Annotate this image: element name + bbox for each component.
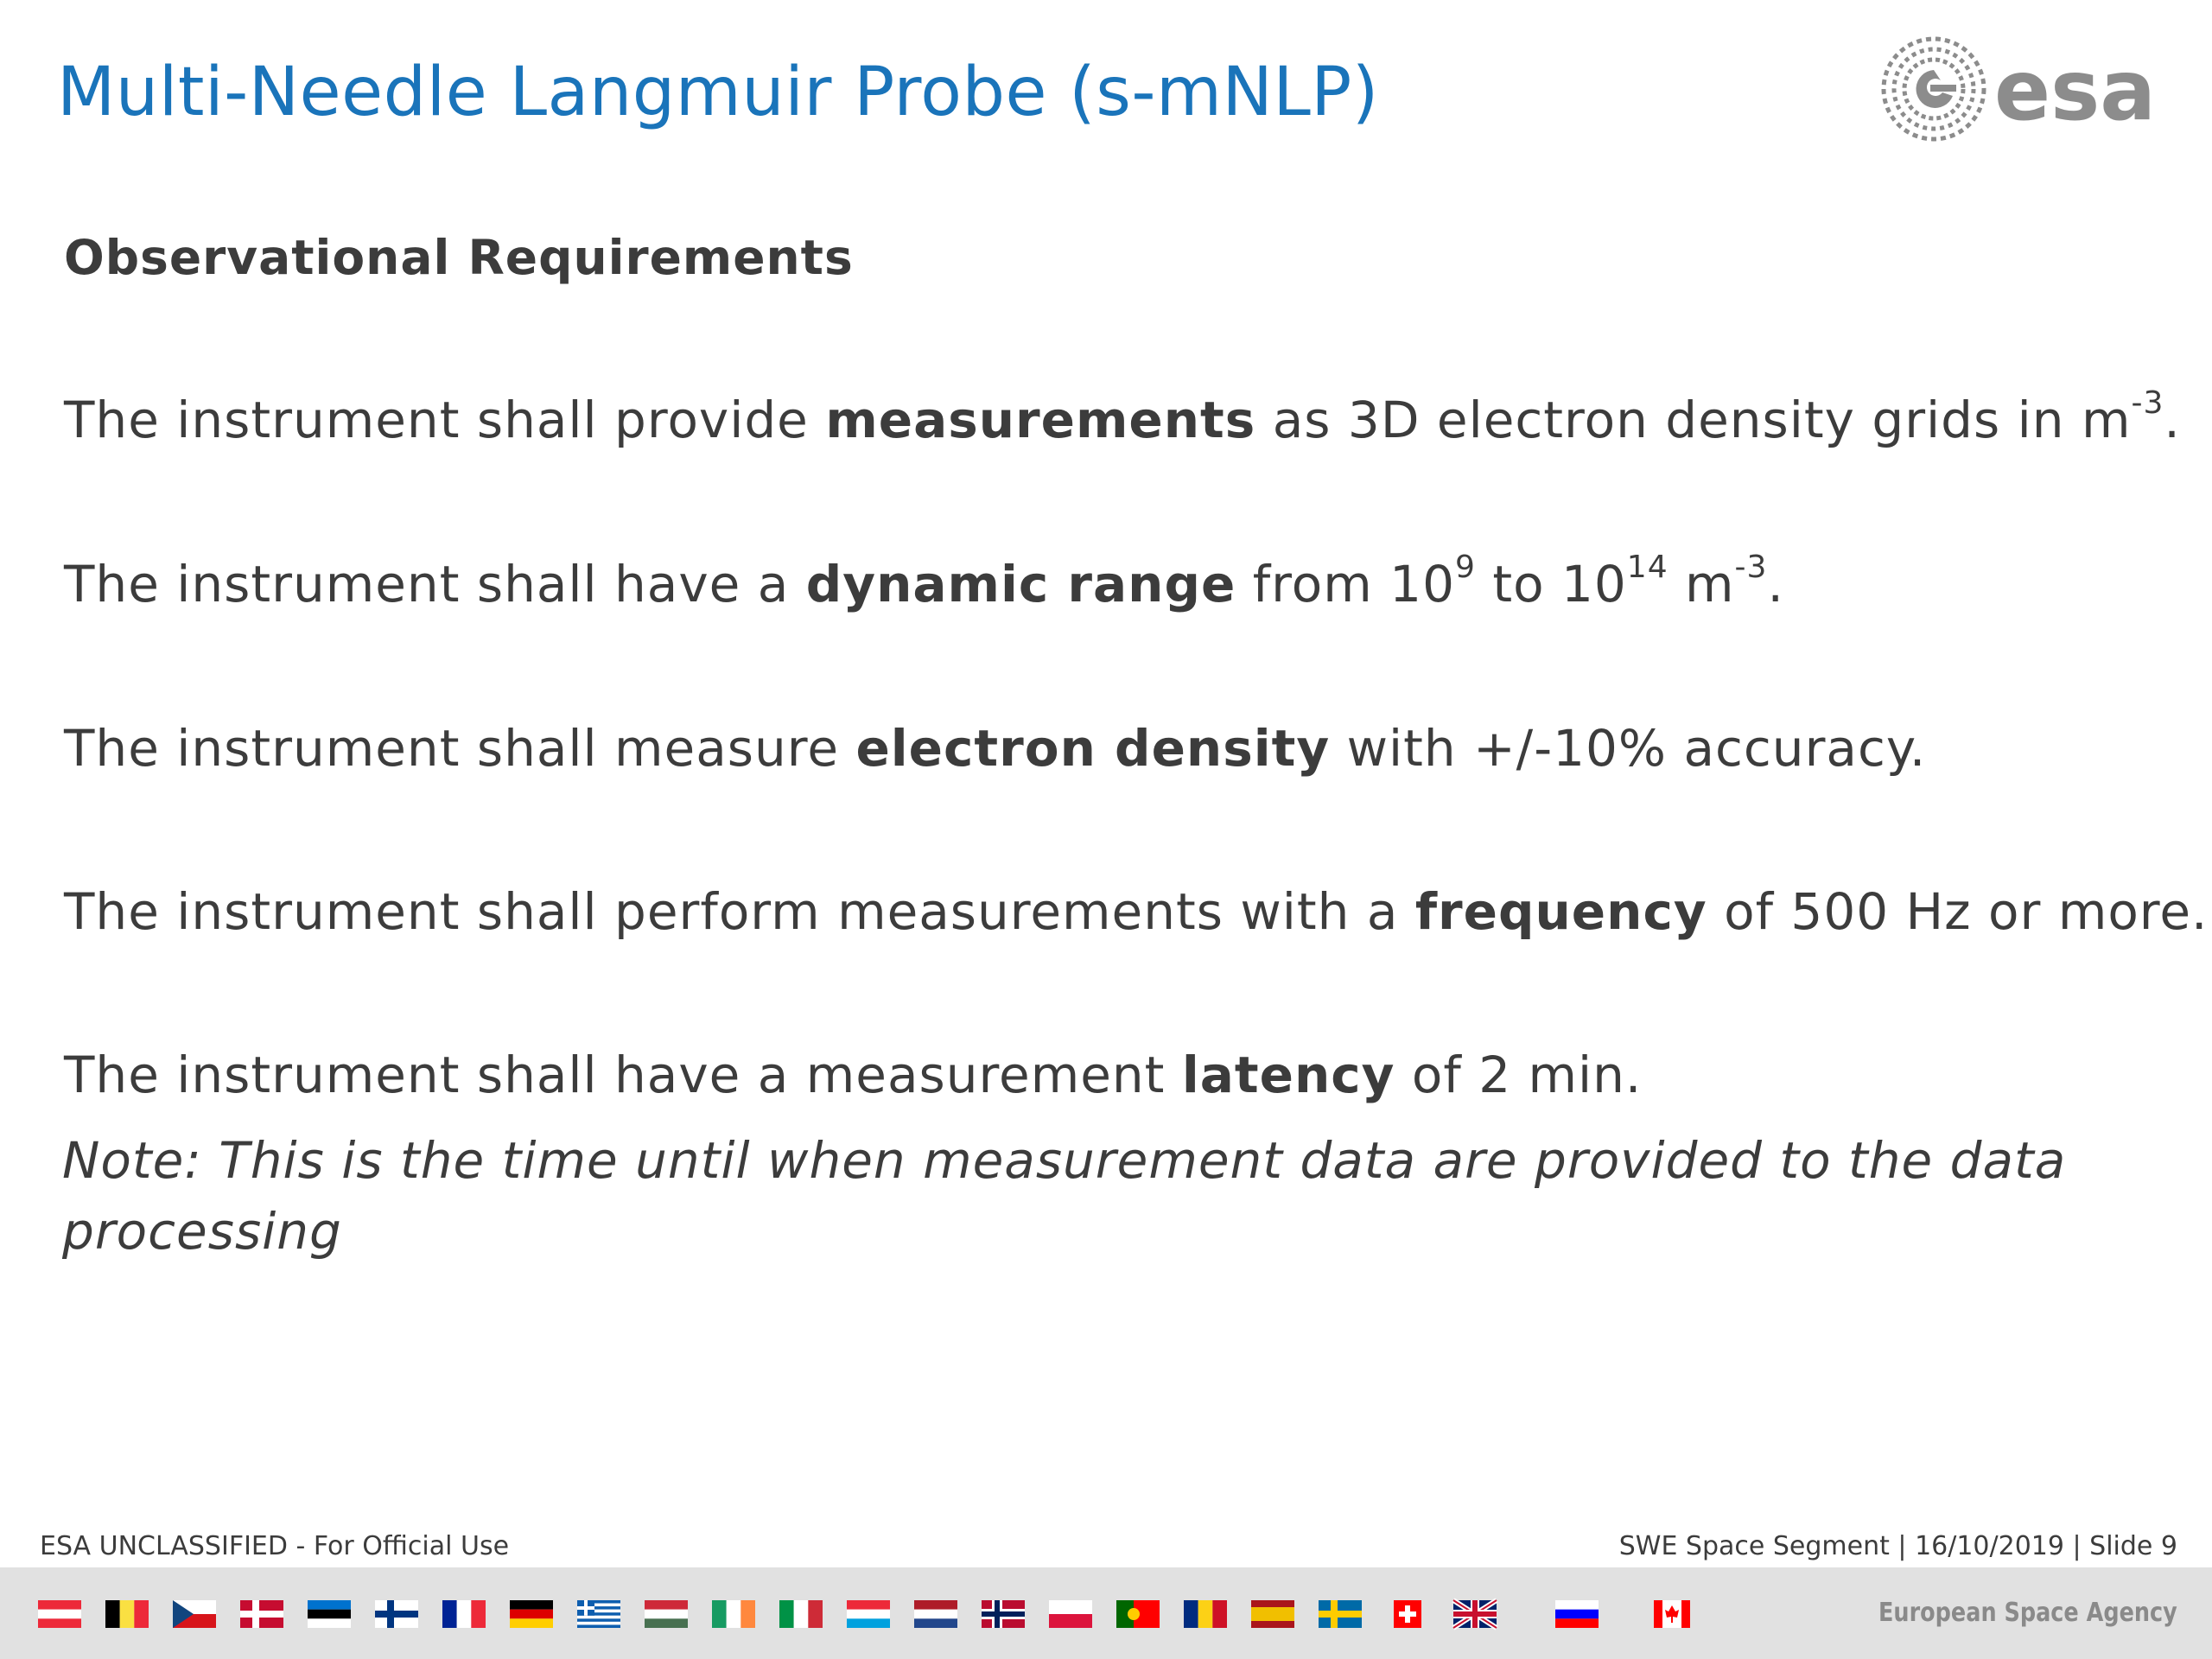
member-flags-bar <box>0 1567 2212 1659</box>
finland-flag <box>375 1600 418 1628</box>
romania-flag <box>1184 1600 1227 1628</box>
requirement-measurements: The instrument shall provide measurements as 3D electron density grids in $m^{-3}$. <box>64 385 2181 449</box>
italy-flag <box>779 1600 823 1628</box>
footer-classification: ESA UNCLASSIFIED - For Official Use <box>40 1531 510 1561</box>
austria-flag <box>38 1600 81 1628</box>
luxembourg-flag <box>847 1600 890 1628</box>
slide-title: Multi-Needle Langmuir Probe (s-mNLP) <box>57 54 1379 131</box>
requirement-electron-density: The instrument shall measure electron density with +/-10% accuracy. <box>64 719 1927 778</box>
logo-text: esa <box>1994 42 2157 139</box>
poland-flag <box>1049 1600 1092 1628</box>
netherlands-flag <box>914 1600 957 1628</box>
denmark-flag <box>240 1600 283 1628</box>
portugal-flag <box>1116 1600 1160 1628</box>
belgium-flag <box>105 1600 149 1628</box>
france-flag <box>442 1600 486 1628</box>
norway-flag <box>982 1600 1025 1628</box>
requirement-latency: The instrument shall have a measurement latency of 2 min. <box>64 1046 1643 1104</box>
esa-logo <box>1880 33 2181 145</box>
united-kingdom-flag <box>1453 1600 1497 1628</box>
germany-flag <box>510 1600 553 1628</box>
sweden-flag <box>1319 1600 1362 1628</box>
esa-logo-icon <box>1880 33 2181 145</box>
requirement-dynamic-range: The instrument shall have a dynamic range from $10^9$ to $10^{14}$ $m^{-3}$. <box>64 550 1784 613</box>
estonia-flag <box>308 1600 351 1628</box>
switzerland-flag <box>1394 1600 1421 1628</box>
greece-flag <box>577 1600 620 1628</box>
ireland-flag <box>712 1600 755 1628</box>
spain-flag <box>1251 1600 1294 1628</box>
slovenia-flag <box>1555 1600 1599 1628</box>
footer-agency-name: European Space Agency <box>1878 1598 2177 1628</box>
latency-note: Note: This is the time until when measurement data are provided to the data processing <box>62 1131 2067 1261</box>
footer-slide-info: SWE Space Segment | 16/10/2019 | Slide 9 <box>1618 1531 2177 1561</box>
canada-flag <box>1654 1600 1690 1628</box>
requirement-frequency: The instrument shall perform measurements with a frequency of 500 Hz or more. <box>64 882 2209 941</box>
hungary-flag <box>645 1600 688 1628</box>
czech-flag <box>173 1600 216 1628</box>
section-heading: Observational Requirements <box>64 230 854 285</box>
